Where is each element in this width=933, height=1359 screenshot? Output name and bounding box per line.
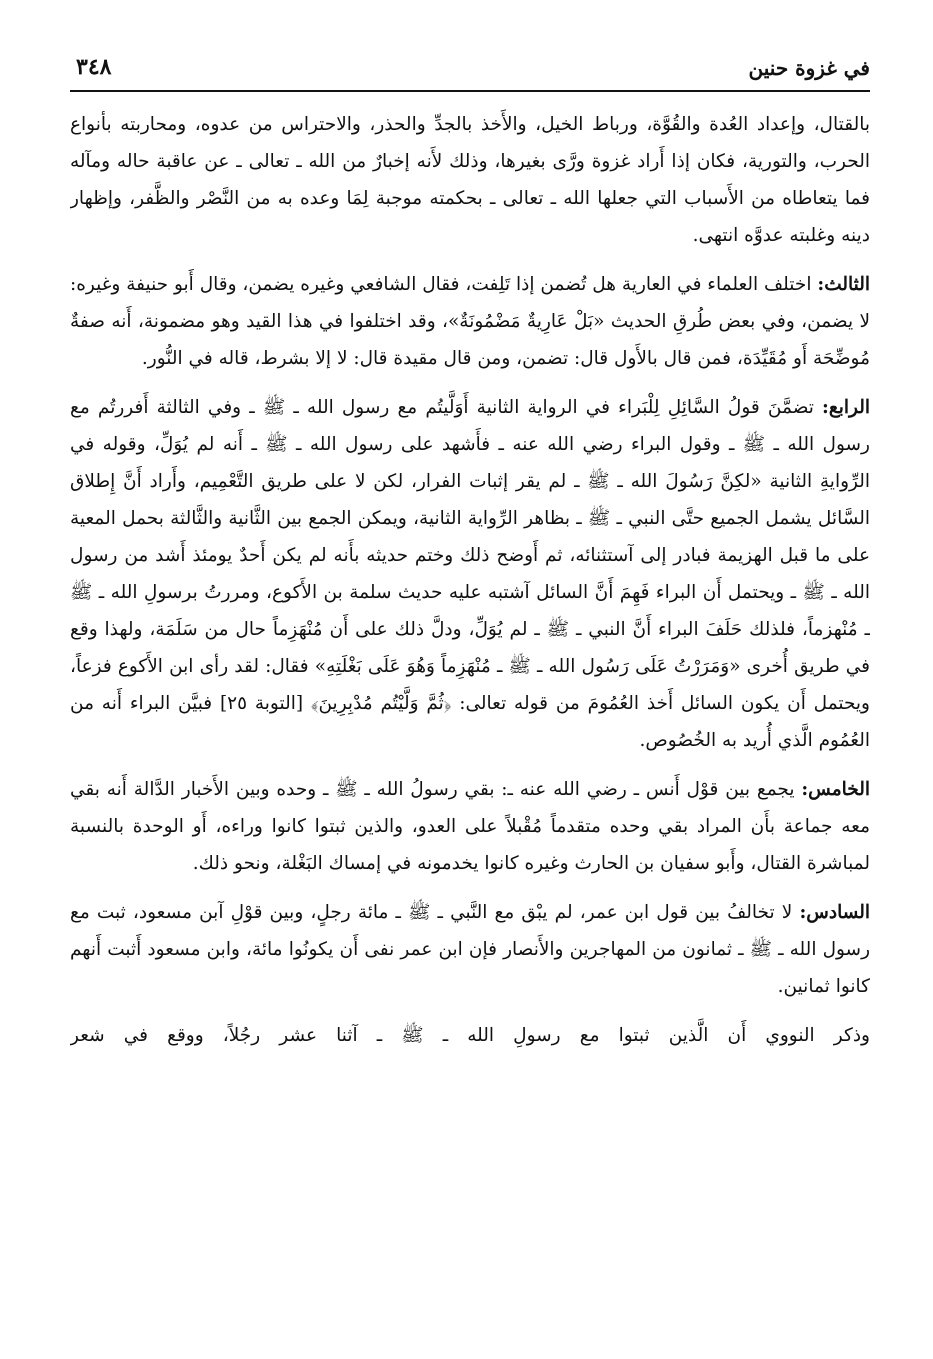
- paragraph-third: [70, 266, 870, 377]
- paragraph-text: اختلف العلماء في العارية هل تُضمن إذا تَلِفت، فقال الشافعي وغيره يضمن، وقال أَبو حنيفة وغيره: لا يضمن، وفي بعض طُرقِ الحديث «بَلْ عَارِيةٌ مَضْمُونَةٌ»، وقد اختلفوا في هذا القيد وهو مضمونة، أَنه صفةٌ مُوضِّحَة أَو مُقَيِّدَة، فمن قال بالأَول قال: تضمن، ومن قال مقيدة قال: لا إلا بشرط، قاله في النُّور.: [70, 274, 870, 369]
- paragraph-text: يجمع بين قوْل أَنس ـ رضي الله عنه ـ: بقي رسولُ الله ـ ﷺ ـ وحده وبين الأَخبار الدَّالة أَنه بقي معه جماعة بأَن المراد بقي وحده متقدماً مُقْبلاً على العدو، والذين ثبتوا كانوا وراءه، أَو الوحدة بالنسبة لمباشرة القتال، وأَبو سفيان بن الحارث وغيره كانوا يخدمونه في إمساك البَغْلة، ونحو ذلك.: [70, 779, 870, 874]
- page-body: [70, 106, 870, 1054]
- paragraph-heading: الثالث:: [817, 274, 870, 295]
- paragraph-heading: الرابع:: [822, 397, 870, 418]
- paragraph-text: لا تخالفُ بين قول ابن عمر، لم يبْق مع النَّبي ـ ﷺ ـ مائة رجلٍ، وبين قوْلِ آبن مسعود، ثبت مع رسول الله ـ ﷺ ـ ثمانون من المهاجرين والأَنصار فإن ابن عمر نفى أَن يكونُوا مائة، وابن مسعود أَثبت أَنهم كانوا ثمانين.: [70, 902, 870, 997]
- paragraph-text: بالقتال، وإعداد العُدة والقُوَّة، ورباط الخيل، والأَخذ بالجدِّ والحذر، والاحتراس من عدوه، ومحاربته بأنواع الحرب، والتورية، فكان إذا أَراد غزوة ورَّى بغيرها، وذلك لأَنه إخبارٌ من الله ـ تعالى ـ عن عاقبة حاله ومآله فما يتعاطاه من الأَسباب التي جعلها الله ـ تعالى ـ بحكمته موجبة لِمَا وعده به من النَّصْر والظَّفر، وإظهار دينه وغلبته عدوَّه انتهى.: [70, 114, 870, 246]
- paragraph-final: [70, 1017, 870, 1054]
- paragraph-continuation: [70, 106, 870, 254]
- paragraph-fourth: [70, 389, 870, 759]
- paragraph-fifth: [70, 771, 870, 882]
- page-number: ٣٤٨: [76, 54, 112, 80]
- paragraph-text: وذكر النووي أَن الَّذين ثبتوا مع رسولِ الله ـ ﷺ ـ آثنا عشر رجُلاً، ووقع في شعر: [70, 1025, 870, 1046]
- chapter-title: في غزوة حنين: [748, 56, 870, 80]
- paragraph-text: تضمَّنَ قولُ السَّائِلِ لِلْبَراء في الرواية الثانية أَوَلَّيتُم مع رسول الله ـ ﷺ ـ وفي الثالثة أَفررتُم مع رسول الله ـ ﷺ ـ وقول البراء رضي الله عنه ـ فأَشهد على رسول الله ـ ﷺ ـ أَنه لم يُوَلِّ، وقوله في الرِّوايةِ الثانية «لكِنَّ رَسُولَ الله ـ ﷺ ـ لم يقر إثبات الفرار، لكن لا على طريق التَّعْمِيم، وأَراد أَنَّ إِطلاق السَّائل يشمل الجميع حتَّى النبي ـ ﷺ ـ بظاهر الرِّواية الثانية، ويمكن الجمع بين الثَّانية والثَّالثة بحمل المعية على ما قبل الهزيمة فبادر إلى آستثنائه، ثم أَوضح ذلك وختم حديثه بأَنه لم يكن أَحدٌ يومئذ أَشد من رسول الله ـ ﷺ ـ ويحتمل أَن البراء فَهِمَ أَنَّ السائل آشتبه عليه حديث سلمة بن الأَكوع، ومررتُ برسولِ الله ـ ﷺ ـ مُنْهزماً، فلذلك حَلَفَ البراء أَنَّ النبي ـ ﷺ ـ لم يُوَلِّ، ودلَّ ذلك على أَن مُنْهَزِماً حال من سَلَمَة، ولهذا وقع في طريق أُخرى «وَمَرَرْتُ عَلَى رَسُول الله ـ ﷺ ـ مُنْهَزِماً وَهُوَ عَلَى بَغْلَتِهِ» فقال: لقد رأى ابن الأَكوع فزعاً، ويحتمل أَن يكون السائل أَخذ العُمُومَ من قوله تعالى: ﴿ثُمَّ وَلَّيْتُم مُدْبِرِينَ﴾ [التوبة ٢٥] فبيَّن البراء أَنه من العُمُوم الَّذي أُريد به الخُصُوص.: [70, 397, 870, 751]
- paragraph-heading: الخامس:: [801, 779, 870, 800]
- paragraph-heading: السادس:: [799, 902, 870, 923]
- paragraph-sixth: [70, 894, 870, 1005]
- running-header: [70, 50, 870, 92]
- book-page: [70, 50, 870, 1340]
